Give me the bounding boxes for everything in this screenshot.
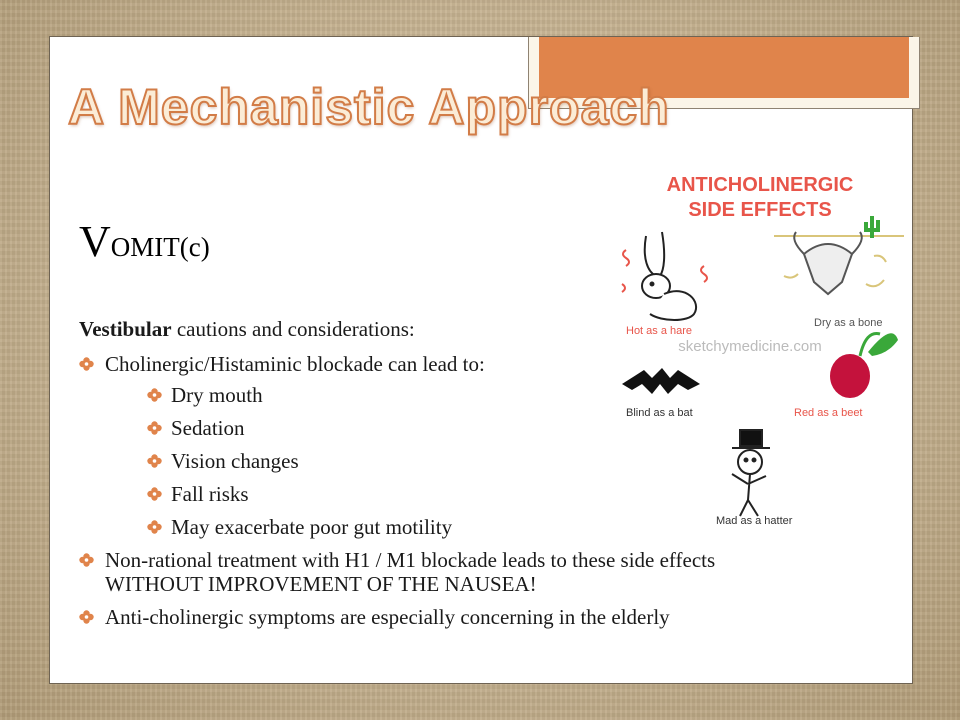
- watermark: sketchymedicine.com: [678, 338, 822, 355]
- flower-bullet-icon: [79, 553, 94, 567]
- bullet-text: Non-rational treatment with H1 / M1 blockade leads to these side effects WITHOUT IMPROVEMENT OF THE NAUSEA!: [105, 548, 716, 596]
- beet-icon: [830, 333, 898, 398]
- flower-bullet-icon: [147, 388, 162, 402]
- hare-label: Hot as a hare: [626, 325, 693, 337]
- flower-bullet-icon: [79, 357, 94, 371]
- bat-icon: [622, 368, 700, 394]
- bullet-item: [79, 548, 809, 596]
- heading-rest: OMIT(c): [110, 232, 210, 262]
- slide-title: A Mechanistic Approach: [68, 79, 670, 135]
- hatter-icon: [732, 430, 770, 516]
- bat-label: Blind as a bat: [626, 407, 693, 419]
- sub-bullet-text: Vision changes: [171, 449, 299, 473]
- cactus-icon: [866, 216, 878, 238]
- sub-bullet-text: Fall risks: [171, 482, 249, 506]
- bullet-item: [79, 605, 809, 629]
- subtitle-bold: Vestibular: [79, 317, 172, 341]
- bullet-text: Anti-cholinergic symptoms are especially concerning in the elderly: [105, 605, 670, 629]
- beet-label: Red as a beet: [794, 407, 863, 419]
- skull-icon: [774, 232, 904, 294]
- figure-title-line1: ANTICHOLINERGIC: [666, 174, 854, 196]
- bullet-text: Cholinergic/Histaminic blockade can lead to:: [105, 352, 485, 376]
- heading-initial: V: [79, 217, 111, 266]
- section-heading: [79, 216, 210, 267]
- sub-bullet-text: Dry mouth: [171, 383, 263, 407]
- anticholinergic-illustration: [604, 164, 916, 534]
- flower-bullet-icon: [147, 421, 162, 435]
- hatter-label: Mad as a hatter: [716, 515, 793, 527]
- flower-bullet-icon: [147, 487, 162, 501]
- sub-bullet-text: May exacerbate poor gut motility: [171, 515, 453, 539]
- hare-icon: [622, 232, 707, 320]
- flower-bullet-icon: [147, 520, 162, 534]
- flower-bullet-icon: [79, 610, 94, 624]
- bone-label: Dry as a bone: [814, 317, 883, 329]
- flower-bullet-icon: [147, 454, 162, 468]
- sub-bullet-text: Sedation: [171, 416, 245, 440]
- figure-title-line2: SIDE EFFECTS: [688, 199, 832, 221]
- subtitle-rest: cautions and considerations:: [171, 317, 415, 341]
